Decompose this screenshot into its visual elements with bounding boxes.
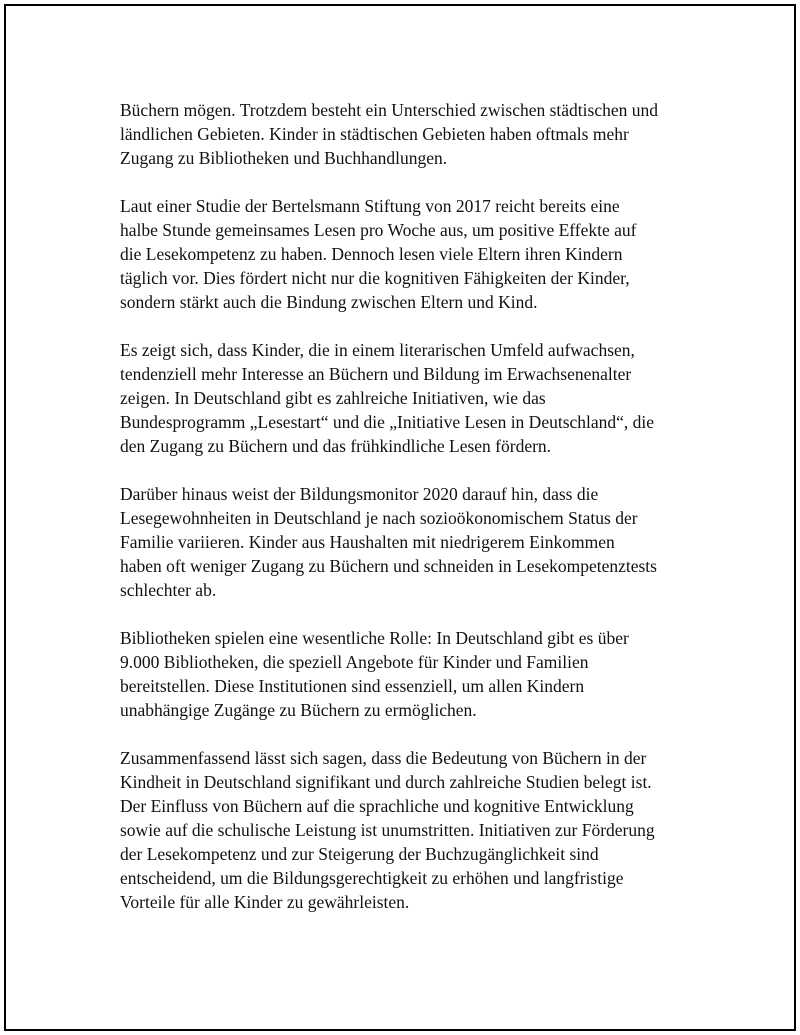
text-line: den Zugang zu Büchern und das frühkindliche Lesen fördern.: [120, 436, 552, 456]
text-line: bereitstellen. Diese Institutionen sind essenziell, um allen Kindern: [120, 676, 585, 696]
paragraph-urban-rural: [120, 98, 710, 170]
text-line: Kindheit in Deutschland signifikant und durch zahlreiche Studien belegt ist.: [120, 772, 652, 792]
text-line: schlechter ab.: [120, 580, 217, 600]
document-body: [120, 98, 710, 914]
text-line: 9.000 Bibliotheken, die speziell Angebote für Kinder und Familien: [120, 652, 589, 672]
text-line: entscheidend, um die Bildungsgerechtigkeit zu erhöhen und langfristige: [120, 868, 624, 888]
text-line: täglich vor. Dies fördert nicht nur die kognitiven Fähigkeiten der Kinder,: [120, 268, 630, 288]
text-line: Bundesprogramm „Lesestart“ und die „Initiative Lesen in Deutschland“, die: [120, 412, 655, 432]
text-line: die Lesekompetenz zu haben. Dennoch lesen viele Eltern ihren Kindern: [120, 244, 623, 264]
text-line: Familie variieren. Kinder aus Haushalten mit niedrigerem Einkommen: [120, 532, 615, 552]
text-line: Vorteile für alle Kinder zu gewährleisten.: [120, 892, 410, 912]
text-line: sowie auf die schulische Leistung ist unumstritten. Initiativen zur Förderung: [120, 820, 655, 840]
paragraph-literary-environment: [120, 338, 710, 458]
text-line: Laut einer Studie der Bertelsmann Stiftung von 2017 reicht bereits eine: [120, 196, 620, 216]
text-line: Darüber hinaus weist der Bildungsmonitor 2020 darauf hin, dass die: [120, 484, 599, 504]
paragraph-libraries: [120, 626, 710, 722]
text-line: ländlichen Gebieten. Kinder in städtischen Gebieten haben oftmals mehr: [120, 124, 629, 144]
paragraph-bildungsmonitor: [120, 482, 710, 602]
text-line: Zugang zu Bibliotheken und Buchhandlungen.: [120, 148, 448, 168]
text-line: sondern stärkt auch die Bindung zwischen Eltern und Kind.: [120, 292, 538, 312]
text-line: zeigen. In Deutschland gibt es zahlreiche Initiativen, wie das: [120, 388, 546, 408]
text-line: Bibliotheken spielen eine wesentliche Rolle: In Deutschland gibt es über: [120, 628, 629, 648]
text-line: Zusammenfassend lässt sich sagen, dass die Bedeutung von Büchern in der: [120, 748, 647, 768]
text-line: Es zeigt sich, dass Kinder, die in einem literarischen Umfeld aufwachsen,: [120, 340, 635, 360]
page-frame: [4, 4, 796, 1031]
text-line: Der Einfluss von Büchern auf die sprachliche und kognitive Entwicklung: [120, 796, 634, 816]
text-line: tendenziell mehr Interesse an Büchern und Bildung im Erwachsenenalter: [120, 364, 632, 384]
text-line: Büchern mögen. Trotzdem besteht ein Unterschied zwischen städtischen und: [120, 100, 659, 120]
text-line: Lesegewohnheiten in Deutschland je nach sozioökonomischem Status der: [120, 508, 638, 528]
text-line: unabhängige Zugänge zu Büchern zu ermöglichen.: [120, 700, 477, 720]
paragraph-bertelsmann-study: [120, 194, 710, 314]
paragraph-conclusion: [120, 746, 710, 914]
text-line: der Lesekompetenz und zur Steigerung der Buchzugänglichkeit sind: [120, 844, 599, 864]
text-line: halbe Stunde gemeinsames Lesen pro Woche aus, um positive Effekte auf: [120, 220, 637, 240]
text-line: haben oft weniger Zugang zu Büchern und schneiden in Lesekompetenztests: [120, 556, 657, 576]
